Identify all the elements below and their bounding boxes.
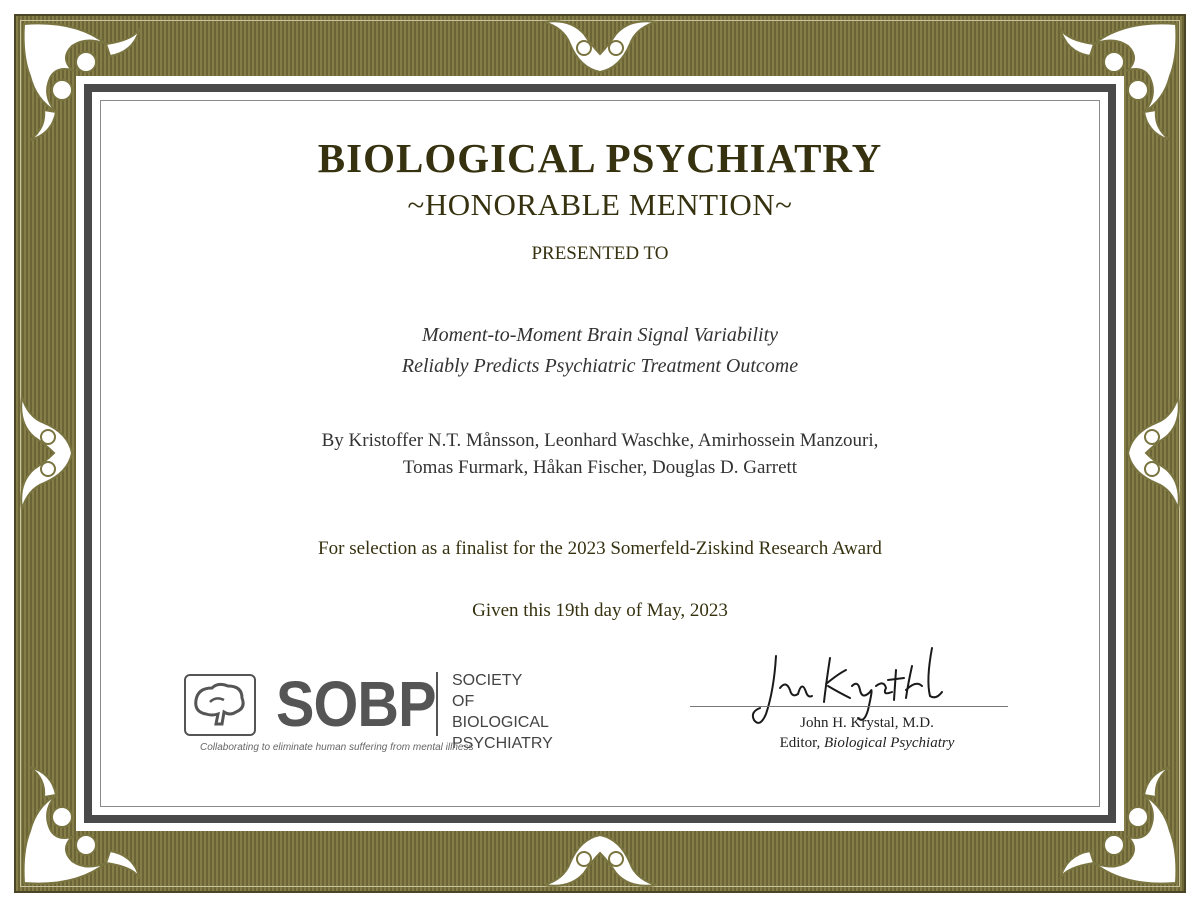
sobp-logo <box>184 668 553 760</box>
logo-society-line-3: PSYCHIATRY <box>452 735 553 752</box>
signer-name: John H. Krystal, M.D. <box>800 715 934 731</box>
signature-block <box>690 640 1010 760</box>
logo-society-line-2: BIOLOGICAL <box>452 714 549 731</box>
selection-text: For selection as a finalist for the 2023 Somerfeld-Ziskind Research Award <box>318 538 882 559</box>
presented-to-label: PRESENTED TO <box>531 243 669 264</box>
logo-divider <box>436 672 438 736</box>
paper-title-line-2: Reliably Predicts Psychiatric Treatment Outcome <box>401 355 799 377</box>
certificate-title: BIOLOGICAL PSYCHIATRY <box>317 135 883 181</box>
left-center-ornament-icon <box>14 393 76 513</box>
logo-acronym: SOBP <box>276 668 436 740</box>
paper-title-line-1: Moment-to-Moment Brain Signal Variability <box>421 324 779 346</box>
signer-role-prefix: Editor, <box>779 735 824 751</box>
right-center-ornament-icon <box>1124 393 1186 513</box>
bottom-center-ornament-icon <box>540 831 660 893</box>
signature-line <box>690 706 1008 707</box>
signer-role <box>690 735 1008 752</box>
signer-publication: Biological Psychiatry <box>824 735 955 751</box>
logo-tagline: Collaborating to eliminate human suffering from mental illness <box>200 742 474 753</box>
logo-society-line-1: SOCIETY OF <box>452 672 522 710</box>
authors-line-1: By Kristoffer N.T. Månsson, Leonhard Waschke, Amirhossein Manzouri, <box>321 430 879 451</box>
brain-icon <box>184 674 256 736</box>
certificate-subtitle: ~HONORABLE MENTION~ <box>407 187 793 222</box>
top-center-ornament-icon <box>540 14 660 76</box>
authors-line-2: Tomas Furmark, Håkan Fischer, Douglas D. Garrett <box>402 457 798 478</box>
given-date: Given this 19th day of May, 2023 <box>472 600 728 621</box>
